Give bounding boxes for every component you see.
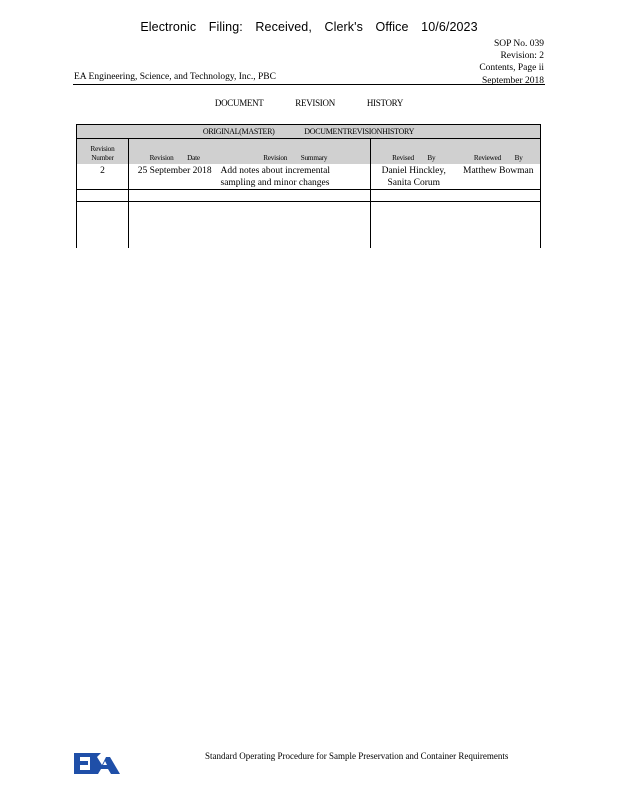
- summary-line1: Add notes about incremental: [220, 166, 330, 176]
- filing-stamp: Electronic Filing: Received, Clerk's Office 10/6/2023: [140, 20, 478, 34]
- header-revised-by: Revised By: [371, 139, 457, 165]
- cell-revised-by: [371, 164, 457, 190]
- document-header-block: [479, 38, 544, 87]
- sop-number: SOP No. 039: [493, 39, 544, 49]
- summary-line2: sampling and minor changes: [220, 178, 330, 188]
- page-title: DOCUMENT REVISION HISTORY: [214, 98, 404, 108]
- header-revision-summary: Revision Summary: [221, 139, 371, 165]
- header-revision-number: [77, 139, 129, 165]
- contents-page: Contents, Page ii: [479, 63, 544, 74]
- header-revision-number-line2: Number: [91, 154, 114, 162]
- revised-by-line1: Daniel Hinckley,: [381, 166, 446, 176]
- header-divider: [73, 84, 545, 85]
- table-row-empty: [77, 190, 541, 202]
- revision-history-table: [76, 124, 540, 246]
- table-title: ORIGINAL(MASTER) DOCUMENTREVISIONHISTORY: [77, 125, 541, 139]
- footer-title: Standard Operating Procedure for Sample Preservation and Container Requirements: [205, 751, 509, 761]
- company-name: EA Engineering, Science, and Technology, Inc., PBC: [74, 72, 276, 82]
- header-reviewed-by: Reviewed By: [457, 139, 541, 165]
- cell-revision-summary: [221, 164, 371, 190]
- revised-by-line2: Sanita Corum: [387, 178, 440, 188]
- table-row: [77, 164, 541, 190]
- table-row-empty: [77, 202, 541, 249]
- revision-label: Revision: 2: [500, 51, 544, 62]
- cell-revision-number: 2: [77, 164, 129, 190]
- header-revision-number-line1: Revision: [90, 145, 115, 153]
- ea-logo: [74, 751, 120, 775]
- cell-revision-date: 25 September 2018: [129, 164, 221, 190]
- header-date: September 2018: [481, 75, 544, 86]
- header-revision-date: Revision Date: [129, 139, 221, 165]
- cell-reviewed-by: Matthew Bowman: [457, 164, 541, 190]
